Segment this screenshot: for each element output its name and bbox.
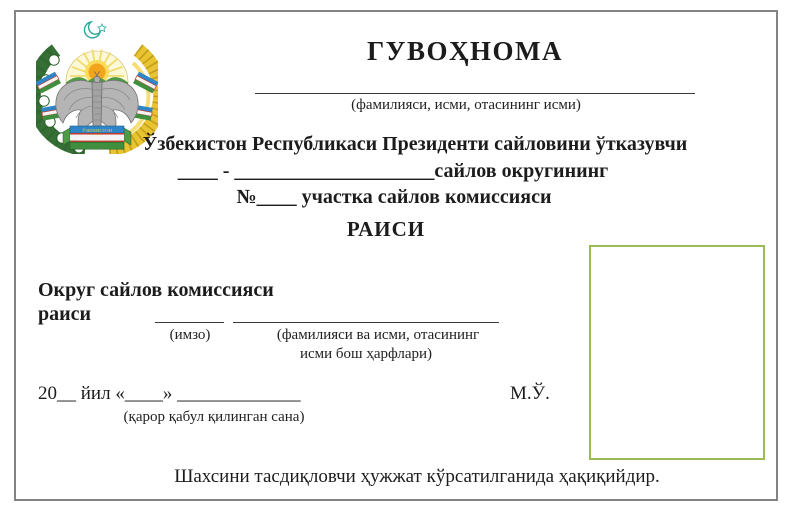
body-line-precinct: №____ участка сайлов комиссияси [236,186,552,208]
signature-caption: (имзо) [169,327,211,343]
decision-date-line: 20__ йил «____» _____________ [38,383,301,404]
role-title: РАИСИ [346,217,426,241]
signature-blank-line [155,322,224,323]
validity-note: Шахсини тасдиқловчи ҳужжат кўрсатилганида ҳақиқийдир. [174,466,660,487]
chairman-name-hint-line-1: (фамилияси ва исми, отасининг [276,327,480,343]
chairman-name-hint-line-2: исми бош ҳарфлари) [299,346,433,362]
holder-name-blank-line [255,93,695,94]
body-line-district: ____ - ____________________сайлов округининг [177,160,609,182]
holder-name-caption: (фамилияси, исми, отасининг исми) [351,97,581,113]
seal-place-mark: М.Ў. [510,383,550,404]
commission-label-line-1: Округ сайлов комиссияси [38,279,274,301]
chairman-name-blank-line [233,322,499,323]
certificate-title: ГУВОҲНОМА [367,36,563,66]
emblem-banner-text: ЎЗБЕКИСТОН [82,127,112,133]
commission-label-line-2: раиси [38,303,92,325]
body-line-election: Ўзбекистон Республикаси Президенти сайловини ўтказувчи [142,133,688,155]
photo-placeholder-box [589,245,765,460]
uzbekistan-coat-of-arms-icon [36,18,158,154]
decision-date-caption: (қарор қабул қилинган сана) [123,409,305,425]
